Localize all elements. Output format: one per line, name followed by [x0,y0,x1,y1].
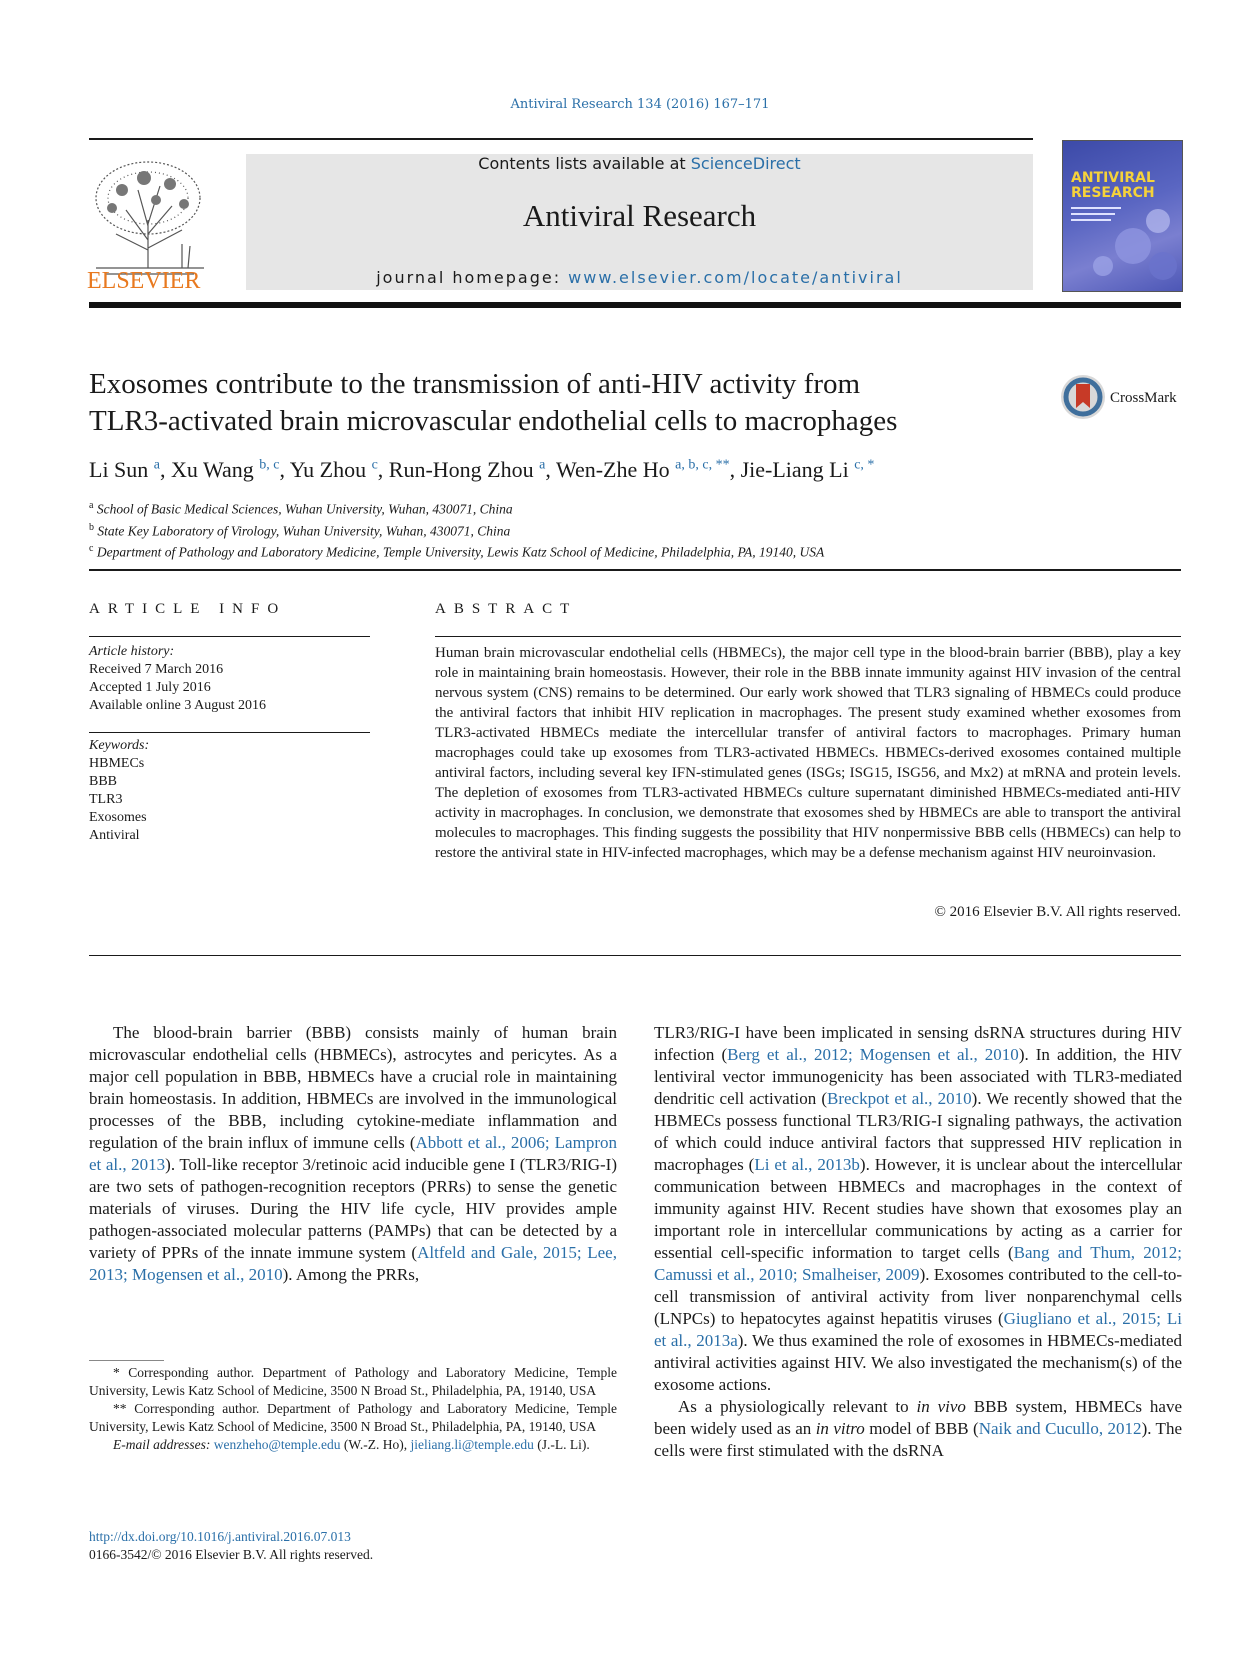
cover-title [1071,171,1155,201]
body-text: ). Toll-like receptor 3/retinoic acid inducible gene I (TLR3/RIG-I) are two sets of pathogen-recognition receptors (PRRs) to sense the genetic materials of viruses. During the HIV life cycle, HIV provides ample pathogen-associated molecular patterns (PAMPs) that can be detected by a variety of PPRs of the innate immune system ( [89,1155,617,1262]
sciencedirect-link[interactable]: ScienceDirect [690,154,801,173]
email-link[interactable]: jieliang.li@temple.edu [410,1437,534,1452]
body-text: model of BBB ( [864,1419,979,1438]
keyword-item: Antiviral [89,828,140,843]
article-title [89,366,1049,440]
history-label: Article history: [89,644,175,659]
issn-copyright: 0166-3542/© 2016 Elsevier B.V. All rights reserved. [89,1547,374,1562]
email-owner: (W.-Z. Ho), [340,1437,411,1452]
author-affiliation-mark[interactable]: c, * [854,457,875,473]
email-label: E-mail addresses: [113,1437,211,1452]
body-text: TLR3/RIG-I have been implicated in sensing dsRNA structures during HIV infection ( [654,1023,1182,1064]
author-affiliation-mark[interactable]: a [153,457,161,473]
affiliation-mark: a [89,500,94,511]
footnote-emails [89,1436,617,1454]
body-text-italic: in vitro [815,1419,865,1438]
article-title-line-1: Exosomes contribute to the transmission of anti-HIV activity from [89,368,861,400]
homepage-line [246,268,1033,287]
info-rule [89,636,370,637]
affiliation-item [89,519,824,541]
header-top-rule [89,138,1033,140]
header-thick-rule [89,302,1181,308]
author-list: Li Sun $^a$, Xu Wang $^{b, c}$, Yu Zhou $^c$, Run-Hong Zhou $^a$, Wen-Zhe Ho $^{a, b, c, **}$, Jie-Liang Li $^{c, *}$ [89,457,875,482]
received-date: Received 7 March 2016 [89,662,224,677]
keyword-item: BBB [89,774,118,789]
footnote-rule [89,1360,164,1361]
journal-citation[interactable]: Antiviral Research 134 (2016) 167–171 [510,97,770,112]
footnote-corresponding-1: * Corresponding author. Department of Pathology and Laboratory Medicine, Temple University, Lewis Katz School of Medicine, 3500 N Broad St., Philadelphia, PA, 19140, USA [89,1365,617,1398]
author-affiliation-mark[interactable]: a, b, c, ** [675,457,730,473]
doi-link[interactable]: http://dx.doi.org/10.1016/j.antiviral.2016.07.013 [89,1529,351,1544]
author-name: Jie-Liang Li [740,457,849,482]
cover-title-line-2: RESEARCH [1071,185,1155,201]
accepted-date: Accepted 1 July 2016 [89,680,211,695]
citation-link[interactable]: Bang and Thum, 2012; Camussi et al., 2010; Smalheiser, 2009 [654,1243,1182,1284]
contents-line [246,154,1033,173]
info-rule [89,732,370,733]
author-affiliation-mark[interactable]: b, c [259,457,280,473]
citation-link[interactable]: Giugliano et al., 2015; Li et al., 2013a [654,1309,1182,1350]
body-column-right [654,1022,1182,1462]
abstract-text: Human brain microvascular endothelial cells (HBMECs), the major cell type in the blood-brain barrier (BBB), play a key role in maintaining brain homeostasis. However, their role in the BBB innate immunity against HIV invasion of the central nervous system (CNS) remains to be determined. Our early work showed that TLR3 signaling of HBMECs could produce the antiviral factors that inhibit HIV replication in macrophages. The present study examined whether exosomes from TLR3-activated HBMECs mediate the intercellular transfer of antiviral factors to macrophages. Primary human macrophages could take up exosomes from TLR3-activated HBMECs. HBMECs-derived exosomes contained multiple antiviral factors, including several key IFN-stimulated genes (ISGs; ISG15, ISG56, and Mx2) at mRNA and protein levels. The depletion of exosomes from TLR3-activated HBMECs culture supernatant diminished HBMECs-mediated anti-HIV activity in macrophages. In conclusion, we demonstrate that exosomes shed by HBMECs are able to transport the antiviral molecules to macrophages. This finding suggests the possibility that HIV nonpermissive BBB cells (HBMECs) can help to restore the antiviral state in HIV-infected macrophages, which may be a defense mechanism against HIV neuroinvasion. [435,645,1181,861]
body-paragraph [654,1396,1182,1462]
citation-link[interactable]: Breckpot et al., 2010 [826,1089,972,1108]
author-name: Li Sun [89,457,149,482]
affiliation-text: State Key Laboratory of Virology, Wuhan University, Wuhan, 430071, China [97,523,511,538]
article-info-heading: ARTICLE INFO [89,601,287,617]
author-affiliation-mark[interactable]: c [371,457,378,473]
homepage-prefix: journal homepage: [376,268,569,287]
body-text-italic: in vivo [916,1397,966,1416]
contents-prefix: Contents lists available at [478,154,691,173]
homepage-link[interactable]: www.elsevier.com/locate/antiviral [568,268,903,287]
author-name: Run-Hong Zhou [388,457,534,482]
online-date: Available online 3 August 2016 [89,698,267,713]
affiliation-list [89,497,824,562]
footnote-corresponding-2: ** Corresponding author. Department of Pathology and Laboratory Medicine, Temple University, Lewis Katz School of Medicine, 3500 N Broad St., Philadelphia, PA, 19140, USA [89,1401,617,1434]
body-text: As a physiologically relevant to [678,1397,917,1416]
citation-link[interactable]: Abbott et al., 2006; Lampron et al., 2013 [89,1133,617,1174]
author-affiliation-mark[interactable]: a [539,457,546,473]
article-history [89,643,266,715]
body-text: ). However, it is unclear about the intercellular communication between HBMECs and macrophages in the context of immunity against HIV. Recent studies have shown that exosomes play an important role in intercellular communications by acting as a carrier for essential cell-specific information to target cells ( [654,1155,1182,1262]
body-paragraph [89,1022,617,1286]
keyword-item: TLR3 [89,792,123,807]
body-text: ). We recently showed that the HBMECs possess functional TLR3/RIG-I signaling pathways, the activation of which could induce antiviral factors that suppressed HIV replication in macrophages ( [654,1089,1182,1174]
body-paragraph [654,1022,1182,1396]
keyword-item: HBMECs [89,756,145,771]
journal-banner [246,154,1033,290]
keywords-label: Keywords: [89,738,150,753]
body-text: The blood-brain barrier (BBB) consists mainly of human brain microvascular endothelial cells (HBMECs), astrocytes and pericytes. As a major cell population in BBB, HBMECs have a crucial role in maintaining brain homeostasis. In addition, HBMECs are involved in the immunological processes of the BBB, including cytokine-mediate inflammation and regulation of the brain influx of immune cells ( [89,1023,617,1152]
affiliation-text: Department of Pathology and Laboratory Medicine, Temple University, Lewis Katz School of Medicine, Philadelphia, PA, 19140, USA [96,544,825,560]
affiliation-mark: c [89,543,94,554]
email-link[interactable]: wenzheho@temple.edu [213,1437,341,1452]
journal-cover-image [1062,140,1183,292]
journal-title: Antiviral Research [522,198,757,233]
cover-title-line-1: ANTIVIRAL [1071,170,1155,186]
abstract-bottom-rule [89,955,1181,956]
publisher-wordmark: ELSEVIER [87,268,201,294]
citation-link[interactable]: Naik and Cucullo, 2012 [978,1419,1142,1438]
body-text: ). Exosomes contributed to the cell-to-cell transmission of antiviral activity from liver nonparenchymal cells (LNPCs) to hepatocytes against hepatitis viruses ( [654,1265,1182,1328]
crossmark-icon[interactable] [1060,374,1106,420]
author-name: Yu Zhou [289,457,367,482]
citation-link[interactable]: Li et al., 2013b [754,1155,860,1174]
body-text: ). In addition, the HIV lentiviral vector immunogenicity has been associated with TLR3-mediated dendritic cell activation ( [654,1045,1183,1108]
affiliation-text: School of Basic Medical Sciences, Wuhan University, Wuhan, 430071, China [96,501,513,517]
body-text: ). The cells were first stimulated with the dsRNA [654,1419,1182,1460]
keyword-item: Exosomes [89,810,147,825]
affiliation-item [89,540,824,562]
body-text: ). We thus examined the role of exosomes in HBMECs-mediated antiviral activities against HIV. We also investigated the mechanism(s) of the exosome actions. [654,1331,1182,1394]
affiliation-item [89,497,824,519]
crossmark-label[interactable]: CrossMark [1110,390,1177,406]
citation-link[interactable]: Berg et al., 2012; Mogensen et al., 2010 [727,1045,1019,1064]
body-text: ). Among the PRRs, [282,1265,420,1284]
abstract-heading: ABSTRACT [435,601,578,617]
body-text: BBB system, HBMECs have been widely used as an [654,1397,1182,1438]
abstract-rule [435,636,1181,637]
keyword-list [89,737,149,845]
section-rule [89,569,1181,571]
abstract-copyright: © 2016 Elsevier B.V. All rights reserved. [934,904,1181,920]
footnotes [89,1364,617,1454]
body-column-left [89,1022,617,1286]
author-name: Xu Wang [171,457,254,482]
affiliation-mark: b [89,521,94,533]
citation-link[interactable]: Altfeld and Gale, 2015; Lee, 2013; Mogensen et al., 2010 [89,1243,617,1284]
author-name: Wen-Zhe Ho [555,457,670,482]
article-title-line-2: TLR3-activated brain microvascular endothelial cells to macrophages [89,405,898,437]
email-owner: (J.-L. Li). [533,1437,590,1452]
cover-art-icon [1063,141,1182,291]
